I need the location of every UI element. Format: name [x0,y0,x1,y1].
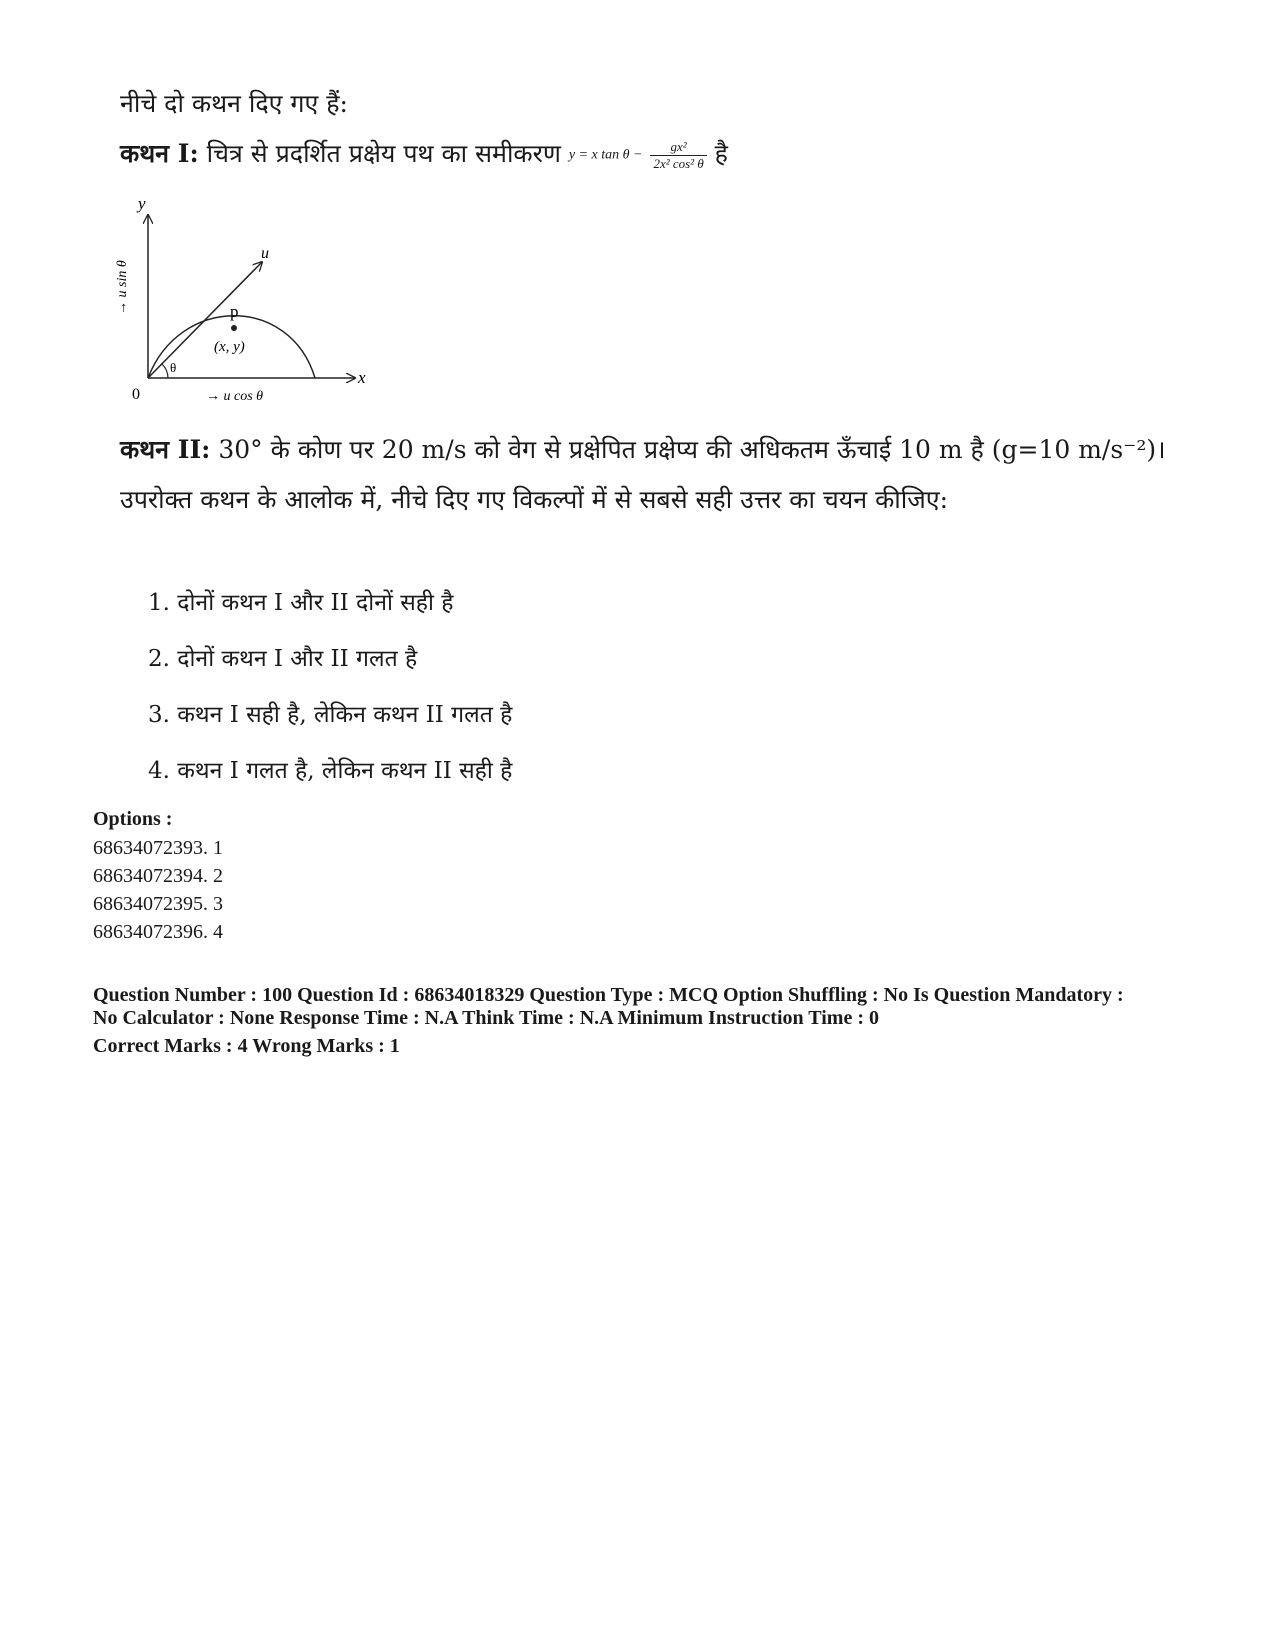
choice-3: 3. कथन I सही है, लेकिन कथन II गलत है [148,702,513,728]
question-meta-line-2: No Calculator : None Response Time : N.A Think Time : N.A Minimum Instruction Time : 0 [93,1007,879,1029]
options-heading: Options : [93,808,173,830]
option-item: 68634072395. 3 [93,893,223,915]
choice-1: 1. दोनों कथन I और II दोनों सही है [148,590,454,616]
statement-1-label: कथन I: [120,139,199,168]
option-item: 68634072393. 1 [93,837,223,859]
point-coords-label: (x, y) [214,339,245,355]
point-label: p [230,302,239,321]
question-meta-line-1: Question Number : 100 Question Id : 68634018329 Question Type : MCQ Option Shuffling : No Is Question Mandatory : [93,984,1124,1006]
equation-lhs: y = x tan θ − [568,147,643,163]
option-item: 68634072396. 4 [93,921,223,943]
point-p-dot [231,325,237,331]
y-axis-label: y [138,195,146,213]
choice-2: 2. दोनों कथन I और II गलत है [148,646,418,672]
equation-fraction [650,139,706,172]
velocity-label: u [261,245,269,262]
vertical-component-label: → u sin θ [115,260,130,315]
statement-2-label: कथन II: [120,435,211,464]
statement-1 [120,136,728,172]
option-item: 68634072394. 2 [93,865,223,887]
origin-label: 0 [132,386,140,403]
equation-numerator: gx² [650,139,706,156]
statement-2-text: 30° के कोण पर 20 m/s को वेग से प्रक्षेपित प्रक्षेप्य की अधिकतम ऊँचाई 10 m है (g=10 m/s⁻²)। [218,435,1166,464]
statement-2 [120,432,1166,466]
statement-1-end: है [714,139,728,168]
projectile-figure [110,195,390,420]
x-axis-label: x [358,368,366,387]
horizontal-component-label: → u cos θ [206,389,264,404]
instruction-text: उपरोक्त कथन के आलोक में, नीचे दिए गए विकल्पों में से सबसे सही उत्तर का चयन कीजिए: [120,485,949,514]
question-marks: Correct Marks : 4 Wrong Marks : 1 [93,1035,400,1057]
choice-4: 4. कथन I गलत है, लेकिन कथन II सही है [148,758,513,784]
angle-label: θ [170,360,177,375]
question-intro: नीचे दो कथन दिए गए हैं: [120,89,348,118]
statement-1-text: चित्र से प्रदर्शित प्रक्षेय पथ का समीकरण [206,139,561,168]
equation-denominator: 2x² cos² θ [653,156,704,171]
angle-arc [162,364,168,378]
